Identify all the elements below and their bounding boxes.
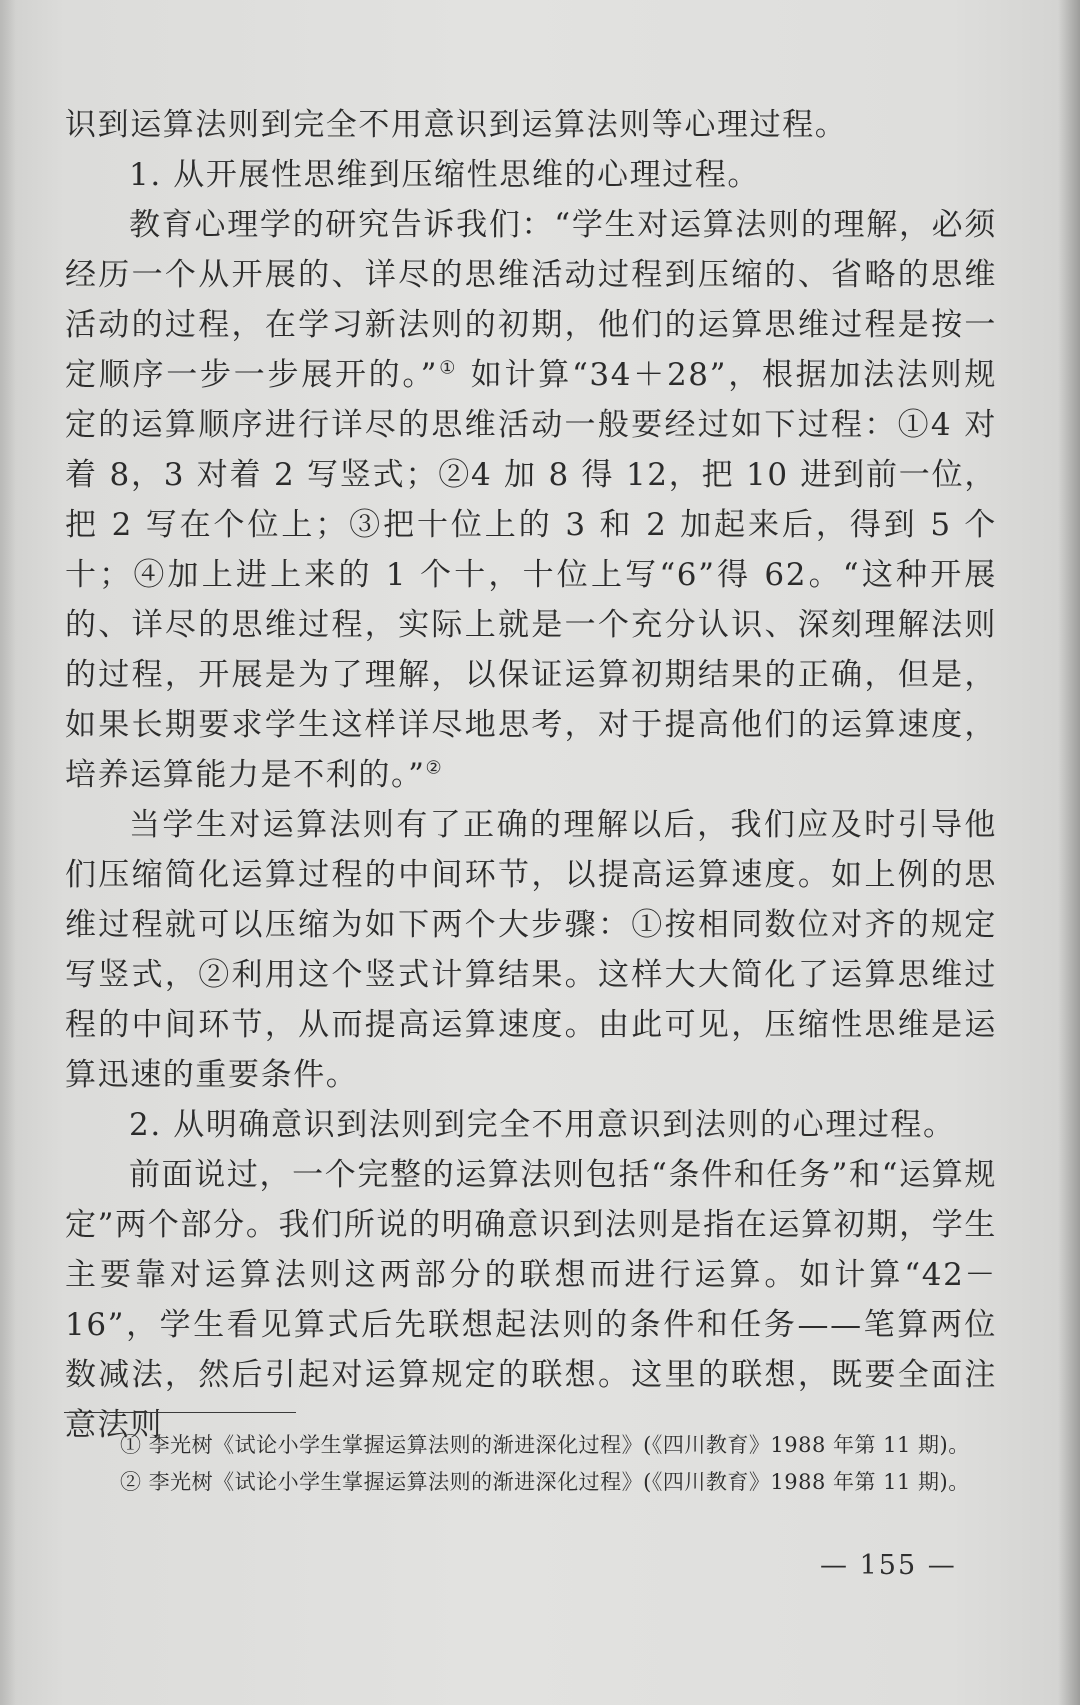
paragraph-text-a: 教育心理学的研究告诉我们：“学生对运算法则的理解，必须经历一个从开展的、详尽的思维活动过程到压缩的、省略的思维活动的过程，在学习新法则的初期，他们的运算思维过程是按一定顺序一步一步展开的。” bbox=[65, 207, 997, 393]
footnote-2: ② 李光树《试论小学生掌握运算法则的渐进深化过程》(《四川教育》1988 年第 11 期)。 bbox=[120, 1470, 970, 1494]
footnote-ref-2: ② bbox=[425, 757, 444, 779]
footnotes bbox=[64, 1430, 996, 1504]
paragraph-conscious-rules: 前面说过，一个完整的运算法则包括“条件和任务”和“运算规定”两个部分。我们所说的明确意识到法则是指在运算初期，学生主要靠对运算法则这两部分的联想而进行运算。如计算“42－16”，学生看见算式后先联想起法则的条件和任务——笔算两位数减法，然后引起对运算规定的联想。这里的联想，既要全面注意法则 bbox=[65, 1157, 997, 1443]
continued-paragraph: 识到运算法则到完全不用意识到运算法则等心理过程。 bbox=[65, 107, 848, 143]
section-heading-2: 2. 从明确意识到法则到完全不用意识到法则的心理过程。 bbox=[129, 1107, 956, 1143]
page-number: — 155 — bbox=[820, 1550, 957, 1581]
section-heading-1: 1. 从开展性思维到压缩性思维的心理过程。 bbox=[129, 157, 761, 193]
footnote-ref-1: ① bbox=[438, 357, 459, 379]
paragraph-text-b: 如计算“34＋28”，根据加法法则规定的运算顺序进行详尽的思维活动一般要经过如下过程：①4 对着 8，3 对着 2 写竖式；②4 加 8 得 12，把 10 进到前一位，把 2 写在个位上；③把十位上的 3 和 2 加起来后，得到 5 个十；④加上进上来的 1 个十，十位上写“6”得 62。“这种开展的、详尽的思维过程，实际上就是一个充分认识、深刻理解法则的过程，开展是为了理解，以保证运算初期结果的正确，但是，如果长期要求学生这样详尽地思考，对于提高他们的运算速度，培养运算能力是不利的。” bbox=[65, 357, 997, 793]
paragraph-psychology-quote bbox=[65, 200, 997, 800]
paragraph-compression: 当学生对运算法则有了正确的理解以后，我们应及时引导他们压缩简化运算过程的中间环节，以提高运算速度。如上例的思维过程就可以压缩为如下两个大步骤：①按相同数位对齐的规定写竖式，②利用这个竖式计算结果。这样大大简化了运算思维过程的中间环节，从而提高运算速度。由此可见，压缩性思维是运算迅速的重要条件。 bbox=[65, 807, 997, 1093]
footnote-1: ① 李光树《试论小学生掌握运算法则的渐进深化过程》(《四川教育》1988 年第 11 期)。 bbox=[120, 1433, 970, 1457]
footnote-divider bbox=[64, 1412, 296, 1413]
main-text bbox=[65, 100, 997, 1450]
